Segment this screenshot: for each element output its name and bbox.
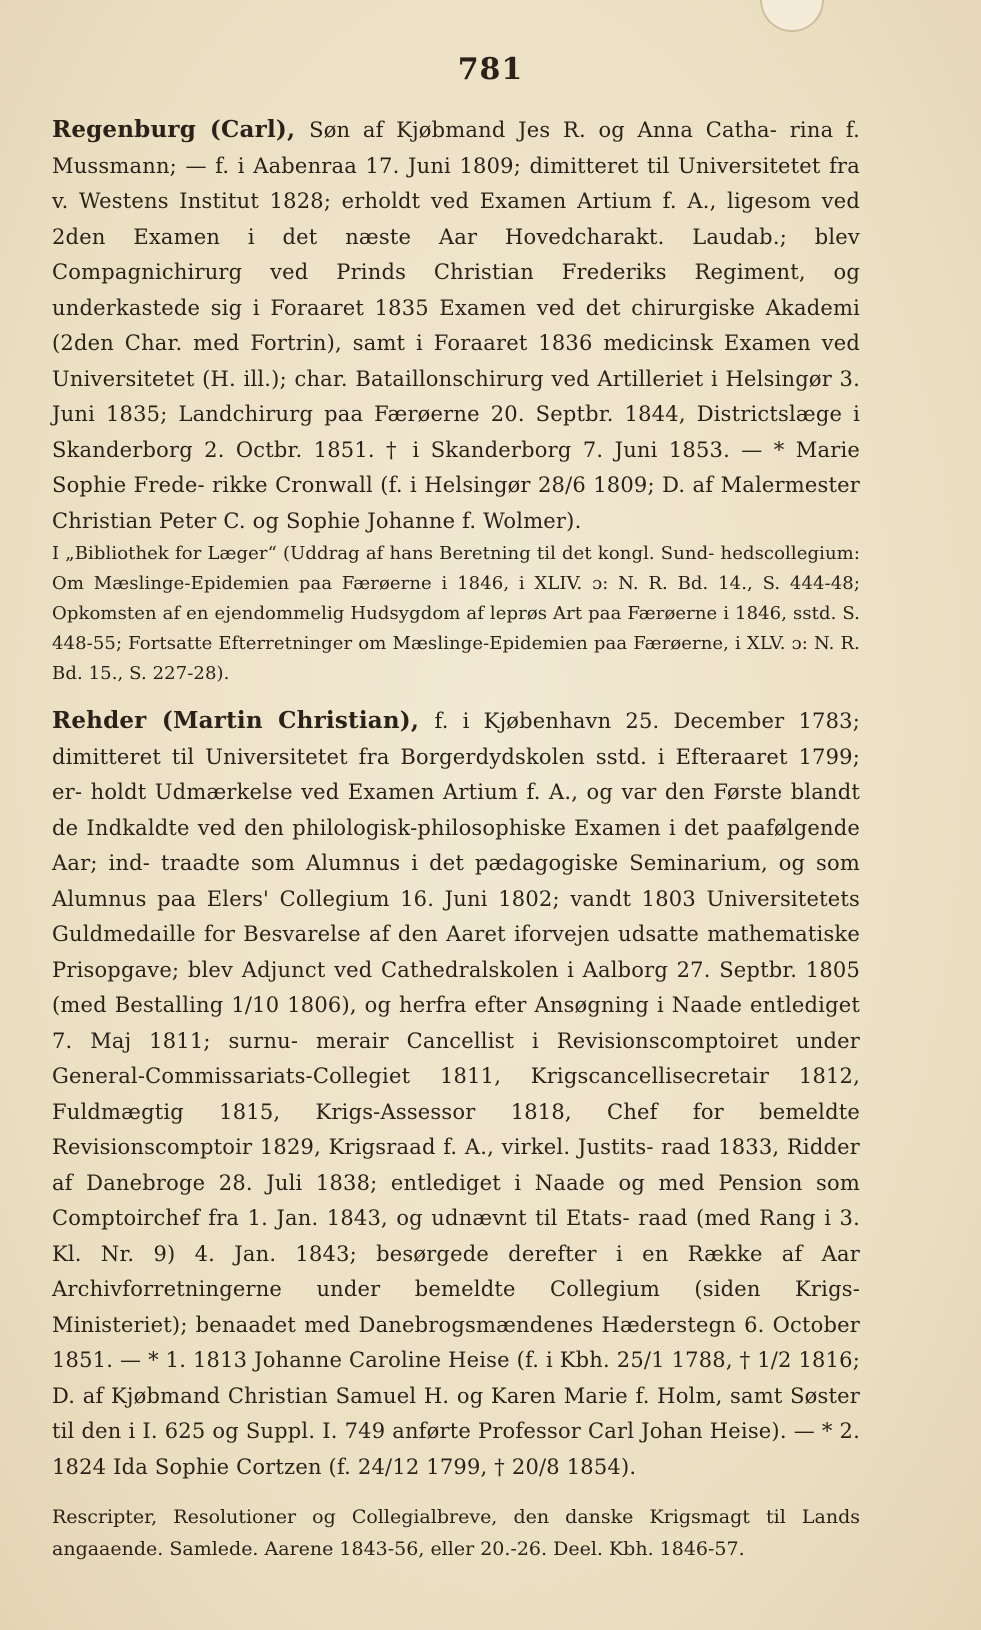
entry-text-line: Søn af Kjøbmand Jes R. og Anna Catha- [309,118,790,142]
entry-text-line: raad 1833, Ridder af Danebroge 28. Juli 1838; entlediget i Naade og [52,1135,860,1195]
entry-text-line: for Besvarelse af den Aaret iforvejen udsatte mathematiske Prisopgave; blev [52,922,860,982]
publication-line: Bd. 14., S. 444-48; Opkomsten af en ejendommelig Hudsygdom af leprøs Art paa [52,573,861,624]
entry-heading: Regenburg (Carl), [52,116,310,143]
entry-text-line: rina f. Mussmann; — f. i Aabenraa 17. Juni 1809; dimitteret til [52,118,861,178]
entry-text-line: traadte som Alumnus i det pædagogiske Seminarium, og som Alumnus paa [52,851,860,911]
punch-hole [760,0,824,32]
entry-text-line: merair Cancellist i Revisionscomptoiret under General-Commissariats-Collegiet [52,1028,861,1088]
entry-text-line: holdt Udmærkelse ved Examen Artium f. A., og var den Første blandt de [52,780,860,840]
entry-text-line: f. i Kjøbenhavn 25. December 1783; [434,709,860,733]
entry-text-line: Adjunct ved Cathedralskolen i Aalborg 27. Septbr. 1805 (med Bestalling 1/10 [52,957,861,1017]
entry-publications [52,539,860,689]
entry-text-line: rikke Cronwall (f. i Helsingør 28/6 1809; D. af Malermester Christian [52,473,860,533]
publication-line: paa Færøerne, i XLV. ɔ: N. R. Bd. 15., S. 227-28). [52,633,860,684]
page-content [52,112,860,1584]
publication-line: I „Bibliothek for Læger“ (Uddrag af hans Beretning til det kongl. Sund- [52,543,721,564]
entry-text-line: 1851. † i Skanderborg 7. Juni 1853. — * Marie Sophie Frede- [52,437,860,497]
entry-text-line: Peter C. og Sophie Johanne f. Wolmer). [159,508,582,533]
entry-text-line: 1816; D. af Kjøbmand Christian Samuel H. og Karen Marie f. Holm, [52,1348,860,1408]
entry-text-line: Johan Heise). — * 2. 1824 Ida Sophie Cortzen (f. 24/12 1799, † 20/8 [52,1419,860,1479]
publication-line: hedscollegium: Om Mæslinge-Epidemien paa Færøerne i 1846, i XLIV. ɔ: N. R. [52,543,860,594]
entry-text-line: Række af Aar Archivforretningerne under bemeldte Collegium (siden Krigs- [52,1241,860,1301]
footer-publication [52,1501,860,1565]
entry-text-line: Fortrin), samt i Foraaret 1836 medicinsk Examen ved Universitetet (H. ill.); [52,331,860,391]
entry-text-line: Chef for bemeldte Revisionscomptoir 1829, Krigsraad f. A., virkel. Justits- [52,1099,860,1159]
entry-text-line: sig i Foraaret 1835 Examen ved det chirurgiske Akademi (2den Char. med [52,295,860,355]
entry-rehder [52,703,860,1485]
entry-text-line: — * 1. 1813 Johanne Caroline Heise (f. i Kbh. 25/1 1788, † 1/2 [120,1348,799,1372]
entry-text-line: Ministeriet); benaadet med Danebrogsmændenes Hæderstegn 6. October 1851. [52,1312,860,1372]
entry-text-line: char. Bataillonschirurg ved Artilleriet i Helsingør 3. Juni 1835; Landchirurg [52,366,860,426]
entry-text-line: paa Færøerne 20. Septbr. 1844, Districtslæge i Skanderborg 2. Octbr. [52,402,861,462]
entry-text-line: 1854). [566,1454,637,1479]
entry-text-line: Compagnichirurg ved Prinds Christian Frederiks Regiment, og underkastede [52,260,860,320]
entry-text-line: 1811, Krigscancellisecretair 1812, Fuldmægtig 1815, Krigs-Assessor 1818, [52,1064,860,1124]
entry-text-line: Elers' Collegium 16. Juni 1802; vandt 1803 Universitetets Guldmedaille [52,886,860,946]
publication-line: Færøerne i 1846, sstd. S. 448-55; Fortsatte Efterretninger om Mæslinge-Epidemien [52,603,860,654]
entry-regenburg [52,112,860,539]
footer-line: Rescripter, Resolutioner og Collegialbreve, den danske Krigsmagt til [52,1506,802,1528]
entry-heading: Rehder (Martin Christian), [52,707,435,734]
entry-text-line: Universitetet fra v. Westens Institut 1828; erholdt ved Examen Artium f. A., [52,153,861,213]
entry-text-line: samt Søster til den i I. 625 og Suppl. I. 749 anførte Professor Carl [52,1383,860,1443]
footer-line: Lands angaaende. Samlede. Aarene 1843-56, eller 20.-26. Deel. Kbh. 1846-57. [52,1506,860,1560]
entry-text-line: dimitteret til Universitetet fra Borgerdydskolen sstd. i Efteraaret 1799; er- [52,744,860,804]
entry-text-line: raad (med Rang i 3. Kl. Nr. 9) 4. Jan. 1843; besørgede derefter i en [52,1206,860,1266]
page-number: 781 [457,52,524,87]
entry-text-line: med Pension som Comptoirchef fra 1. Jan. 1843, og udnævnt til Etats- [52,1170,860,1230]
entry-text-line: ligesom ved 2den Examen i det næste Aar Hovedcharakt. Laudab.; blev [52,189,860,249]
entry-text-line: 1806), og herfra efter Ansøgning i Naade entlediget 7. Maj 1811; surnu- [52,993,860,1053]
entry-text-line: Indkaldte ved den philologisk-philosophiske Examen i det paafølgende Aar; ind- [52,815,860,875]
